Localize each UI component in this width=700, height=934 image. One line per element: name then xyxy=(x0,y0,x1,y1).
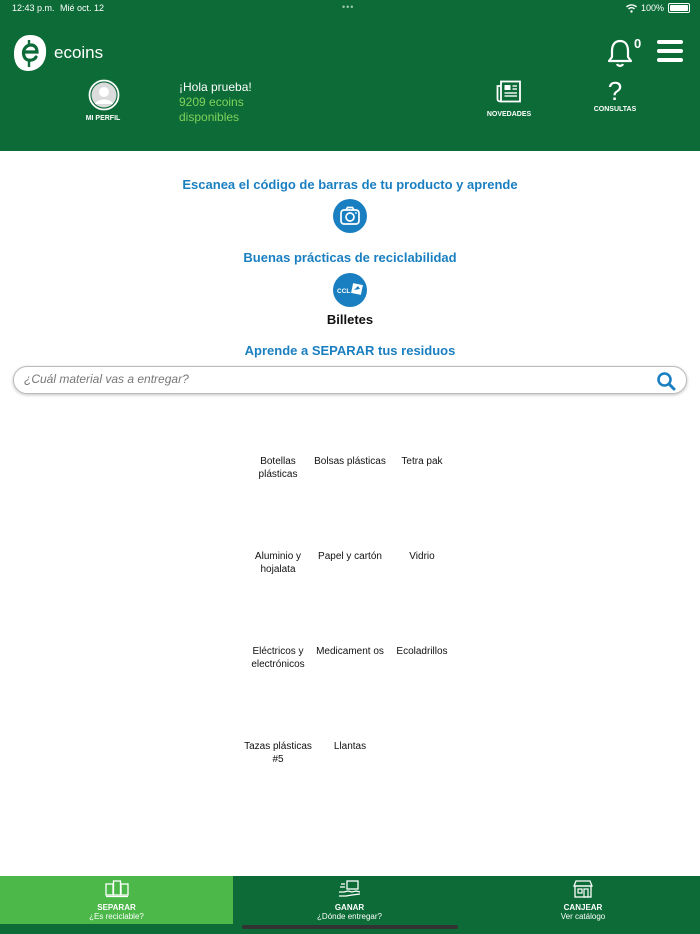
material-item[interactable]: Medicament os xyxy=(316,646,384,657)
store-icon xyxy=(571,880,595,898)
greeting-text: ¡Hola prueba! xyxy=(179,80,252,94)
status-time: 12:43 p.m. xyxy=(12,3,55,13)
practice-label-billetes[interactable]: Billetes xyxy=(326,312,374,327)
coins-balance: 9209 ecoins xyxy=(179,95,244,109)
material-item[interactable]: Vidrio xyxy=(409,551,435,562)
ccl-practice-button[interactable] xyxy=(333,273,367,307)
delivery-hand-icon xyxy=(338,880,362,898)
practices-title: Buenas prácticas de reciclabilidad xyxy=(243,250,457,265)
home-indicator[interactable] xyxy=(242,925,458,929)
material-item[interactable]: Eléctricos y electrónicos xyxy=(251,646,305,670)
tab-canjear[interactable] xyxy=(466,876,700,924)
profile-button[interactable] xyxy=(86,79,122,116)
app-name: ecoins xyxy=(54,43,104,62)
material-item[interactable]: Botellas plásticas xyxy=(258,456,298,480)
material-item[interactable]: Ecoladrillos xyxy=(396,646,448,657)
wifi-icon xyxy=(626,4,637,13)
question-mark-icon: ? xyxy=(607,76,623,106)
material-item[interactable]: Bolsas plásticas xyxy=(314,456,386,467)
battery-icon xyxy=(668,3,690,13)
tab-ganar-subtitle: ¿Dónde entregar? xyxy=(317,912,382,921)
tab-ganar[interactable] xyxy=(233,876,466,924)
battery-percent: 100% xyxy=(640,3,664,13)
tab-canjear-title: CANJEAR xyxy=(563,903,603,912)
status-date: Mié oct. 12 xyxy=(60,3,105,13)
tab-canjear-subtitle: Ver catálogo xyxy=(560,912,606,921)
newspaper-icon xyxy=(496,80,522,104)
greeting-block xyxy=(179,80,252,125)
material-item[interactable]: Llantas xyxy=(333,741,367,752)
status-bar xyxy=(0,0,700,18)
ecoins-logo-icon[interactable] xyxy=(13,34,47,72)
notification-count-badge: 0 xyxy=(634,36,642,51)
news-label: NOVEDADES xyxy=(486,111,532,118)
material-item[interactable]: Papel y cartón xyxy=(318,551,382,562)
multitasking-dots-icon: ••• xyxy=(342,2,355,12)
material-item[interactable]: Tazas plásticas #5 xyxy=(244,741,312,765)
search-icon[interactable] xyxy=(656,371,676,391)
scan-barcode-button[interactable] xyxy=(333,199,367,233)
scan-title: Escanea el código de barras de tu producto y aprende xyxy=(182,177,518,192)
tab-ganar-title: GANAR xyxy=(334,903,365,912)
help-button[interactable] xyxy=(592,78,638,113)
material-item[interactable]: Aluminio y hojalata xyxy=(254,551,302,575)
help-label: CONSULTAS xyxy=(593,106,637,113)
material-search-input[interactable] xyxy=(24,372,624,386)
ccl-logo-icon xyxy=(333,273,367,307)
separate-title: Aprende a SEPARAR tus residuos xyxy=(244,343,456,358)
notification-bell-icon[interactable] xyxy=(606,38,634,68)
material-search-bar xyxy=(13,366,687,394)
svg-text:CCL: CCL xyxy=(337,288,351,295)
tab-separar-subtitle: ¿Es reciclable? xyxy=(89,912,144,921)
news-button[interactable] xyxy=(486,80,532,118)
app-header xyxy=(0,0,700,151)
material-item[interactable]: Tetra pak xyxy=(401,456,443,467)
status-right xyxy=(626,3,690,13)
hamburger-menu-icon[interactable] xyxy=(657,40,683,62)
camera-icon xyxy=(333,199,367,233)
profile-label: MI PERFIL xyxy=(85,115,121,122)
tab-separar[interactable] xyxy=(0,876,233,924)
recycle-cards-icon xyxy=(105,880,129,898)
coins-available-label: disponibles xyxy=(179,110,240,124)
user-avatar-icon xyxy=(88,79,120,111)
tab-separar-title: SEPARAR xyxy=(97,903,136,912)
